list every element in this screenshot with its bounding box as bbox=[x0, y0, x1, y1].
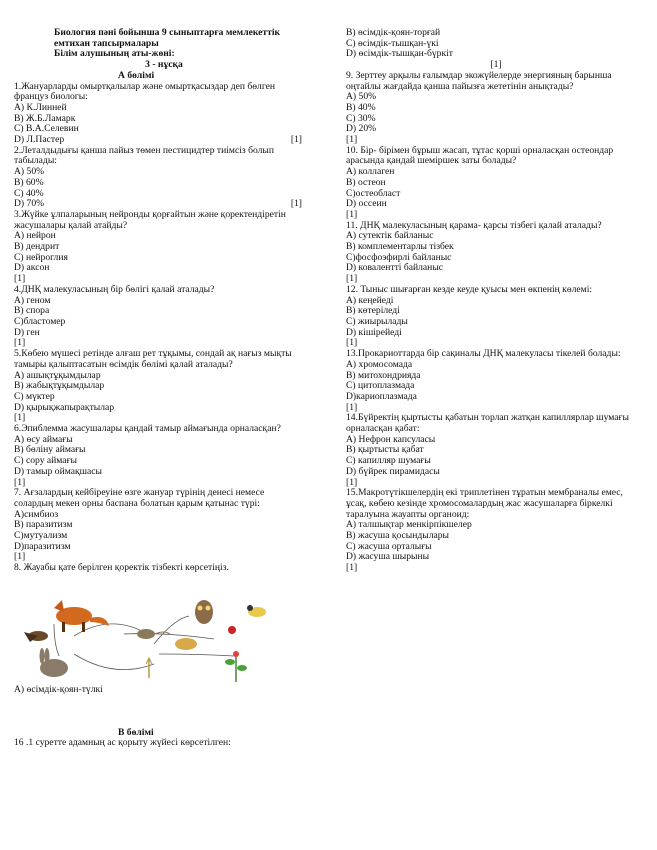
score-mark: [1] bbox=[14, 412, 26, 424]
answer-option: В) дендрит bbox=[14, 241, 60, 253]
answer-option: С) нейроглия bbox=[14, 251, 68, 263]
answer-option: D) бүйрек пирамидасы bbox=[346, 465, 440, 477]
answer-option: D) тамыр оймақшасы bbox=[14, 465, 103, 477]
answer-option: С)мутуализм bbox=[14, 530, 68, 542]
answer-option: В) бөліну аймағы bbox=[14, 444, 86, 456]
bird-icon bbox=[247, 605, 266, 617]
question-text: 5.Көбею мүшесі ретінде алғаш рет тұқымы, сондай ақ нағыз мықты bbox=[14, 348, 292, 360]
answer-option: А) ашықтұқымдылар bbox=[14, 369, 101, 381]
question-text: арасында қандай шеміршек заты болады? bbox=[346, 155, 517, 167]
rabbit-icon bbox=[40, 648, 69, 677]
answer-option: В) өсімдік-қоян-торғай bbox=[346, 27, 441, 38]
answer-option: А) К.Линней bbox=[14, 101, 67, 113]
question-text: 6.Эпиблемма жасушалары қандай тамыр аймағында орналасқан? bbox=[14, 423, 281, 435]
grain-icon bbox=[146, 658, 152, 678]
answer-option: А) 50% bbox=[346, 91, 377, 103]
answer-option: В) жабықтұқымдылар bbox=[14, 380, 105, 392]
answer-option: В) жасуша қосындылары bbox=[346, 530, 450, 542]
answer-option: А) геном bbox=[14, 294, 51, 306]
question-text: жасушалары қалай атайды? bbox=[14, 219, 128, 231]
question-text: 8. Жауабы қате берілген қоректік тізбекті көрсетіңіз. bbox=[14, 562, 229, 574]
answer-option: С) В.А.Селевин bbox=[14, 123, 79, 135]
question-text: таралуына жауапты органоид: bbox=[346, 508, 470, 520]
answer-option: D) ген bbox=[14, 326, 40, 338]
student-name-label: Білім алушының аты-жөні: bbox=[54, 48, 175, 60]
q8-option-a: А) өсімдік-қоян-түлкі bbox=[14, 684, 103, 695]
score-mark: [1] bbox=[14, 337, 26, 349]
question-text: 3.Жүйке ұлпаларының нейронды қорғайтын және қоректендіретін bbox=[14, 208, 286, 220]
answer-option: D) кішірейеді bbox=[346, 326, 402, 338]
score-mark: [1] bbox=[346, 476, 358, 488]
left-bottom bbox=[14, 685, 314, 749]
answer-option: А) сутектік байланыс bbox=[346, 230, 434, 242]
question-text: 2.Леталдыдығы қанша пайыз төмен пестицидтер тиімсіз болып bbox=[14, 144, 274, 156]
answer-option: В) спора bbox=[14, 305, 50, 317]
answer-option: D)кариоплазмада bbox=[346, 390, 417, 402]
score-mark: [1] bbox=[290, 134, 302, 146]
question-text: 7. Ағзалардың кейбіреуіне өзге жануар түрінің денесі немесе bbox=[14, 487, 265, 499]
answer-option: В) митохондрияда bbox=[346, 369, 421, 381]
answer-option: В) қыртысты қабат bbox=[346, 444, 424, 456]
question-text: табылады: bbox=[14, 155, 57, 167]
question-text: 12. Тыныс шығарған кезде кеуде қуысы мен өкпенің көлемі: bbox=[346, 283, 593, 295]
answer-option: В) Ж.Б.Ламарк bbox=[14, 112, 76, 124]
score-mark: [1] bbox=[14, 476, 26, 488]
question-text: 11. ДНҚ малекуласының қарама- қарсы тізбегі қалай аталады? bbox=[346, 219, 602, 231]
score-mark: [1] bbox=[346, 273, 358, 285]
answer-option: D) аксон bbox=[14, 262, 50, 274]
answer-option: С) 30% bbox=[346, 112, 376, 124]
hamster-icon bbox=[175, 638, 197, 650]
answer-option: В) 40% bbox=[346, 101, 376, 113]
answer-option: С)остеобласт bbox=[346, 187, 401, 199]
answer-option: А) коллаген bbox=[346, 166, 395, 178]
answer-option: С)бластомер bbox=[14, 315, 66, 327]
exam-title-line1: Биология пәні бойынша 9 сыныптарға мемлекеттік bbox=[54, 27, 281, 38]
answer-option: D) өсімдік-тышқан-бүркіт bbox=[346, 48, 453, 60]
section-b-heading: В бөлімі bbox=[118, 726, 154, 738]
left-column bbox=[14, 0, 314, 574]
answer-option: В) 60% bbox=[14, 176, 44, 188]
score-mark: [1] bbox=[346, 401, 358, 413]
score-mark: [1] bbox=[346, 134, 358, 146]
question-text: орналасқан қабат: bbox=[346, 423, 420, 435]
answer-option: А) Нефрон капсуласы bbox=[346, 433, 436, 445]
question-text: француз биологы: bbox=[14, 91, 88, 103]
answer-option: В) паразитизм bbox=[14, 519, 73, 531]
question-text: ұсақ, көбею кезінде хромосомалардың жас жасушаларға біркелкі bbox=[346, 497, 613, 509]
answer-option: D) оссеин bbox=[346, 198, 387, 210]
ladybug-icon bbox=[228, 626, 236, 634]
question-text: 15.Макротүтікшелердің екі триплетінен тұратын мембраналы емес, bbox=[346, 487, 623, 499]
answer-option: С) жиырылады bbox=[346, 315, 408, 327]
score-mark: [1] bbox=[346, 208, 358, 220]
score-mark: [1] bbox=[14, 273, 26, 285]
answer-option: С) жасуша орталығы bbox=[346, 540, 432, 552]
answer-option: D) жасуша шырыны bbox=[346, 551, 430, 563]
question-text: 13.Прокариоттарда бір сақиналы ДНҚ малекуласы тікелей болады: bbox=[346, 348, 621, 360]
eagle-icon bbox=[24, 631, 48, 642]
question-text: солардың мекен орны баспана болатын қарым қатынас түрі: bbox=[14, 497, 260, 509]
answer-option: D) 70% bbox=[14, 198, 45, 210]
answer-option: С) капилляр шумағы bbox=[346, 455, 431, 467]
score-mark: [1] bbox=[14, 551, 26, 563]
owl-icon bbox=[195, 600, 213, 624]
answer-option: D) Л.Пастер bbox=[14, 134, 65, 146]
right-questions bbox=[346, 28, 646, 574]
answer-option: А)симбиоз bbox=[14, 508, 59, 520]
left-questions bbox=[14, 82, 314, 574]
fox-icon bbox=[54, 600, 109, 632]
score-mark: [1] bbox=[290, 198, 302, 210]
section-a-heading: А бөлімі bbox=[118, 69, 155, 81]
answer-option: С) мүктер bbox=[14, 390, 55, 402]
answer-option: А) өсу аймағы bbox=[14, 433, 73, 445]
score-mark: [1] bbox=[490, 59, 502, 71]
answer-option: А) кеңейеді bbox=[346, 294, 394, 306]
answer-option: В) көтеріледі bbox=[346, 305, 400, 317]
answer-option: А) нейрон bbox=[14, 230, 56, 242]
answer-option: С) өсімдік-тышқан-үкі bbox=[346, 37, 439, 49]
answer-option: С)фосфоэфирлі байланыс bbox=[346, 251, 452, 263]
right-column bbox=[346, 0, 646, 574]
question-text: 14.Бүйректің қыртысты қабатын торлап жатқан капиллярлар шумағы bbox=[346, 412, 629, 424]
answer-option: С) сору аймағы bbox=[14, 455, 77, 467]
score-mark: [1] bbox=[346, 562, 358, 574]
question-text: тамыры қалыптасатын өсімдік бөлімі қалай аталады? bbox=[14, 358, 233, 370]
answer-option: С) цитоплазмада bbox=[346, 380, 415, 392]
question-text: 10. Бір- бірімен бұрыш жасап, тұтас қорші орналасқан остеондар bbox=[346, 144, 614, 156]
score-mark: [1] bbox=[346, 337, 358, 349]
answer-option: А) 50% bbox=[14, 166, 45, 178]
answer-option: D) 20% bbox=[346, 123, 377, 135]
answer-option: В) остеон bbox=[346, 176, 386, 188]
food-web-image bbox=[14, 594, 274, 684]
answer-option: В) комплементарлы тізбек bbox=[346, 241, 454, 253]
exam-title-line2: емтихан тапсырмалары bbox=[54, 37, 159, 49]
question-text: оңтайлы жағдайда қанша пайызға жететінін анықтады? bbox=[346, 80, 574, 92]
answer-option: А) хромосомада bbox=[346, 358, 413, 370]
answer-option: D) қырықжапырақтылар bbox=[14, 401, 115, 413]
q16-text: 16 .1 суретте адамның ас қорыту жүйесі көрсетілген: bbox=[14, 737, 231, 749]
answer-option: С) 40% bbox=[14, 187, 44, 199]
question-text: 4.ДНҚ малекуласының бір бөлігі қалай аталады? bbox=[14, 283, 215, 295]
answer-option: D) ковалентті байланыс bbox=[346, 262, 444, 274]
question-text: 1.Жануарларды омыртқалылар және омыртқасыздар деп бөлген bbox=[14, 80, 276, 92]
question-text: 9. Зерттеу арқылы ғалымдар экожүйелерде энергияның барынша bbox=[346, 69, 612, 81]
variant-label: 3 - нұсқа bbox=[145, 59, 183, 71]
answer-option: D)паразитизм bbox=[14, 540, 71, 552]
answer-option: А) талшықтар менкірпікшелер bbox=[346, 519, 472, 531]
